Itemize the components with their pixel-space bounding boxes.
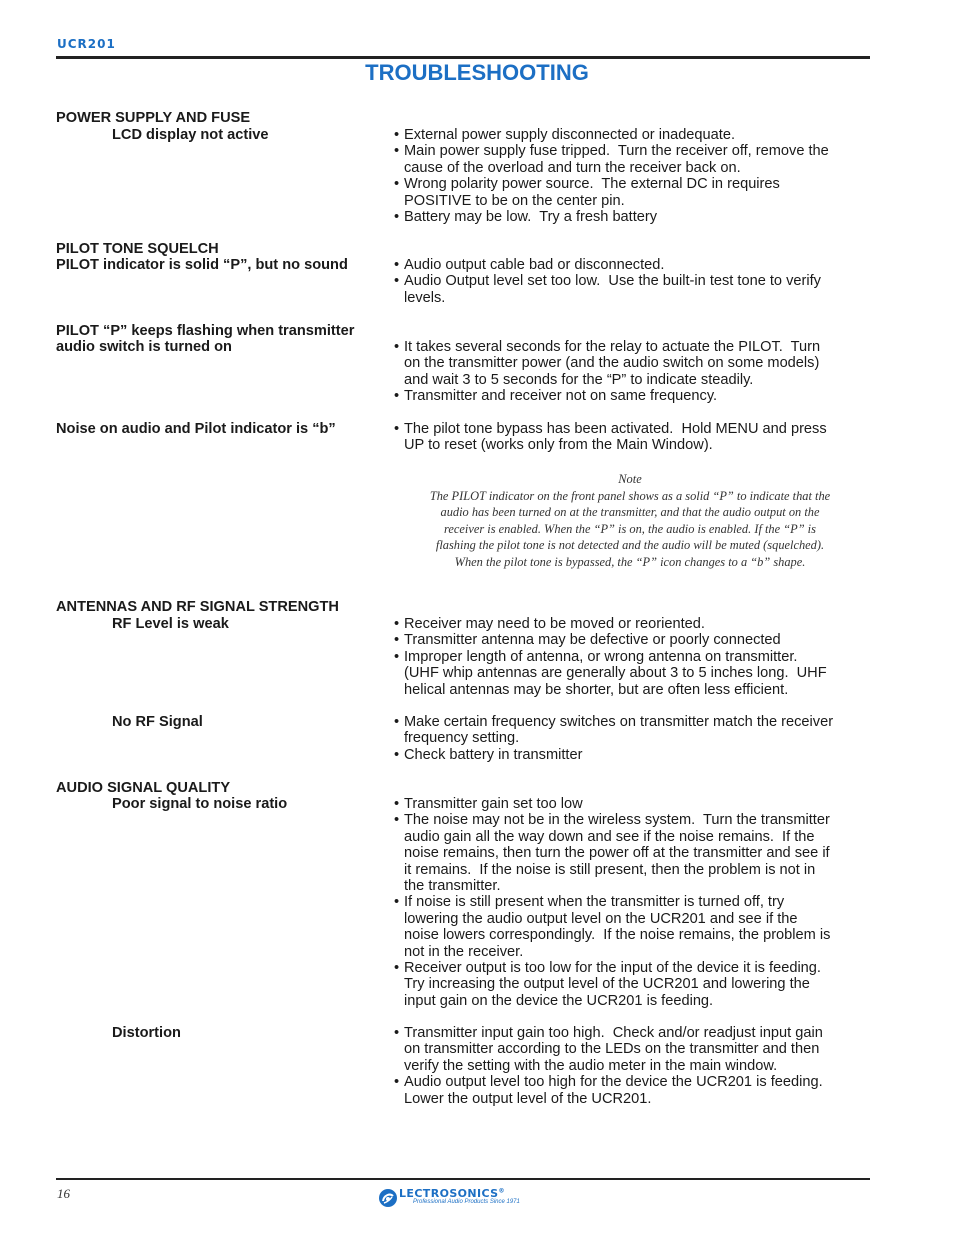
bullet-dot: • — [394, 746, 400, 763]
page-title: TROUBLESHOOTING — [365, 60, 589, 85]
heading-antennas: ANTENNAS AND RF SIGNAL STRENGTH — [56, 599, 339, 615]
bullet-text-line: it remains. If the noise is still present, then the problem is not in — [404, 861, 816, 878]
symptom-poor-snr: Poor signal to noise ratio — [112, 796, 288, 812]
bullet-text-line: Transmitter and receiver not on same frequency. — [404, 388, 718, 405]
bullet-item — [394, 1025, 874, 1074]
bullet-dot: • — [394, 616, 400, 632]
symptom-pilot-flashing-line1: PILOT “P” keeps flashing when transmitter — [56, 323, 355, 339]
symptom-rf-weak: RF Level is weak — [112, 616, 229, 632]
note-line: When the pilot tone is bypassed, the “P” icon changes to a “b” shape. — [454, 554, 806, 569]
note-title: Note — [618, 472, 642, 486]
lectrosonics-swirl-icon — [378, 1188, 398, 1213]
bullet-text-line: audio gain all the way down and see if the noise remains. If the — [404, 828, 815, 845]
symptom-no-rf: No RF Signal — [112, 714, 203, 730]
bullet-text-line: Main power supply fuse tripped. Turn the receiver off, remove the — [404, 143, 829, 160]
symptom-distortion: Distortion — [112, 1025, 181, 1041]
bullet-text-line: The noise may not be in the wireless system. Turn the transmitter — [404, 812, 830, 829]
bullet-text-line: The pilot tone bypass has been activated. Hold MENU and press — [404, 421, 827, 437]
bullet-item — [394, 796, 874, 812]
logo-registered-mark: ® — [498, 1187, 505, 1195]
bullet-dot: • — [394, 339, 400, 355]
bullet-text-line: verify the setting with the audio meter in the main window. — [404, 1057, 778, 1074]
footer-rule — [56, 1178, 870, 1180]
heading-pilot-tone: PILOT TONE SQUELCH — [56, 241, 219, 257]
logo-tagline: Professional Audio Products Since 1971 — [413, 1199, 520, 1205]
bullet-text-line: on transmitter according to the LEDs on the transmitter and then — [404, 1041, 820, 1058]
bullet-dot: • — [394, 176, 400, 193]
bullet-dot: • — [394, 127, 400, 143]
bullet-text-line: (UHF whip antennas are generally about 3 to 5 inches long. UHF — [404, 665, 827, 682]
bullet-text-line: levels. — [404, 289, 446, 306]
bullet-text-line: External power supply disconnected or inadequate. — [404, 127, 736, 143]
bullet-item — [394, 388, 874, 404]
bullet-dot: • — [394, 1074, 400, 1091]
bullet-text-line: Audio Output level set too low. Use the built-in test tone to verify — [404, 273, 821, 290]
bullet-item — [394, 894, 874, 960]
note-line: receiver is enabled. When the “P” is on, the audio is enabled. If the “P” is — [444, 521, 816, 536]
model-name: UCR201 — [57, 37, 116, 51]
bullet-item — [394, 960, 874, 1009]
bullet-text-line: the transmitter. — [404, 877, 501, 894]
bullet-text-line: Transmitter antenna may be defective or poorly connected — [404, 632, 781, 649]
bullet-item — [394, 632, 874, 648]
heading-power-supply: POWER SUPPLY AND FUSE — [56, 110, 251, 126]
bullet-item — [394, 257, 874, 273]
bullet-text-line: input gain on the device the UCR201 is feeding. — [404, 992, 714, 1009]
bullet-item — [394, 1074, 874, 1107]
heading-audio-quality: AUDIO SIGNAL QUALITY — [56, 780, 231, 796]
bullet-dot: • — [394, 421, 400, 437]
bullet-text-line: Wrong polarity power source. The external DC in requires — [404, 176, 780, 193]
bullet-text-line: Receiver output is too low for the input of the device it is feeding. — [404, 960, 821, 976]
bullet-item — [394, 143, 874, 176]
bullet-text-line: noise remains, then turn the power off at the transmitter and see if — [404, 845, 830, 862]
bullet-text-line: Try increasing the output level of the UCR201 and lowering the — [404, 976, 810, 993]
bullet-text-line: frequency setting. — [404, 730, 520, 747]
bullet-text-line: Improper length of antenna, or wrong antenna on transmitter. — [404, 648, 798, 665]
symptom-pilot-flashing-line2: audio switch is turned on — [56, 339, 232, 355]
bullet-dot: • — [394, 648, 400, 665]
bullet-item — [394, 421, 874, 454]
symptom-noise-pilot-b: Noise on audio and Pilot indicator is “b” — [56, 421, 336, 437]
bullet-dot: • — [394, 257, 400, 273]
bullet-item — [394, 127, 874, 143]
bullet-item — [394, 273, 874, 306]
bullet-text-line: Battery may be low. Try a fresh battery — [404, 209, 658, 225]
bullet-dot: • — [394, 143, 400, 160]
bullet-text-line: Audio output cable bad or disconnected. — [404, 257, 665, 273]
bullet-item — [394, 339, 874, 388]
page-number: 16 — [57, 1186, 70, 1201]
bullet-text-line: Lower the output level of the UCR201. — [404, 1090, 652, 1107]
bullet-text-line: on the transmitter power (and the audio switch on some models) — [404, 355, 820, 372]
bullet-text-line: If noise is still present when the transmitter is turned off, try — [404, 894, 785, 911]
bullet-item — [394, 747, 874, 763]
bullet-item — [394, 812, 874, 894]
bullet-text-line: cause of the overload and turn the receiver back on. — [404, 159, 741, 176]
bullet-text-line: not in the receiver. — [404, 943, 524, 960]
note-line: flashing the pilot tone is not detected and the audio will be muted (squelched). — [435, 538, 825, 552]
bullet-text-line: Check battery in transmitter — [404, 746, 583, 763]
bullet-text-line: UP to reset (works only from the Main Window). — [404, 437, 713, 454]
bullet-dot: • — [394, 714, 400, 730]
bullet-text-line: Make certain frequency switches on transmitter match the receiver — [404, 714, 834, 730]
note-line: audio has been turned on at the transmitter, and that the audio output on the — [440, 505, 820, 519]
lectrosonics-logo — [378, 1186, 578, 1212]
logo-name: LECTROSONICS® — [399, 1187, 505, 1200]
bullet-text-line: Transmitter gain set too low — [404, 796, 583, 812]
bullet-dot: • — [394, 209, 400, 225]
header-rule — [56, 56, 870, 59]
bullet-item — [394, 209, 874, 225]
bullet-dot: • — [394, 812, 400, 829]
bullet-item — [394, 649, 874, 698]
bullet-dot: • — [394, 796, 400, 812]
bullet-text-line: Receiver may need to be moved or reoriented. — [404, 616, 705, 632]
symptom-lcd-not-active: LCD display not active — [112, 127, 269, 143]
bullet-text-line: and wait 3 to 5 seconds for the “P” to indicate steadily. — [404, 371, 754, 388]
bullet-dot: • — [394, 388, 400, 405]
bullet-item — [394, 176, 874, 209]
bullet-item — [394, 714, 874, 747]
bullet-text-line: noise lowers correspondingly. If the noise remains, the problem is — [404, 927, 831, 944]
symptom-pilot-solid: PILOT indicator is solid “P”, but no sound — [56, 257, 348, 273]
bullet-text-line: It takes several seconds for the relay to actuate the PILOT. Turn — [404, 339, 821, 355]
bullet-text-line: helical antennas may be shorter, but are often less efficient. — [404, 681, 789, 698]
bullet-dot: • — [394, 1025, 400, 1041]
bullet-text-line: Transmitter input gain too high. Check and/or readjust input gain — [404, 1025, 823, 1041]
pilot-note — [390, 471, 870, 570]
bullet-item — [394, 616, 874, 632]
bullet-dot: • — [394, 632, 400, 649]
note-line: The PILOT indicator on the front panel shows as a solid “P” to indicate that the — [429, 488, 831, 503]
bullet-dot: • — [394, 960, 400, 976]
bullet-dot: • — [394, 273, 400, 290]
bullet-dot: • — [394, 894, 400, 911]
bullet-text-line: POSITIVE to be on the center pin. — [404, 192, 625, 209]
bullet-text-line: lowering the audio output level on the UCR201 and see if the — [404, 910, 798, 927]
bullet-text-line: Audio output level too high for the device the UCR201 is feeding. — [404, 1074, 823, 1091]
